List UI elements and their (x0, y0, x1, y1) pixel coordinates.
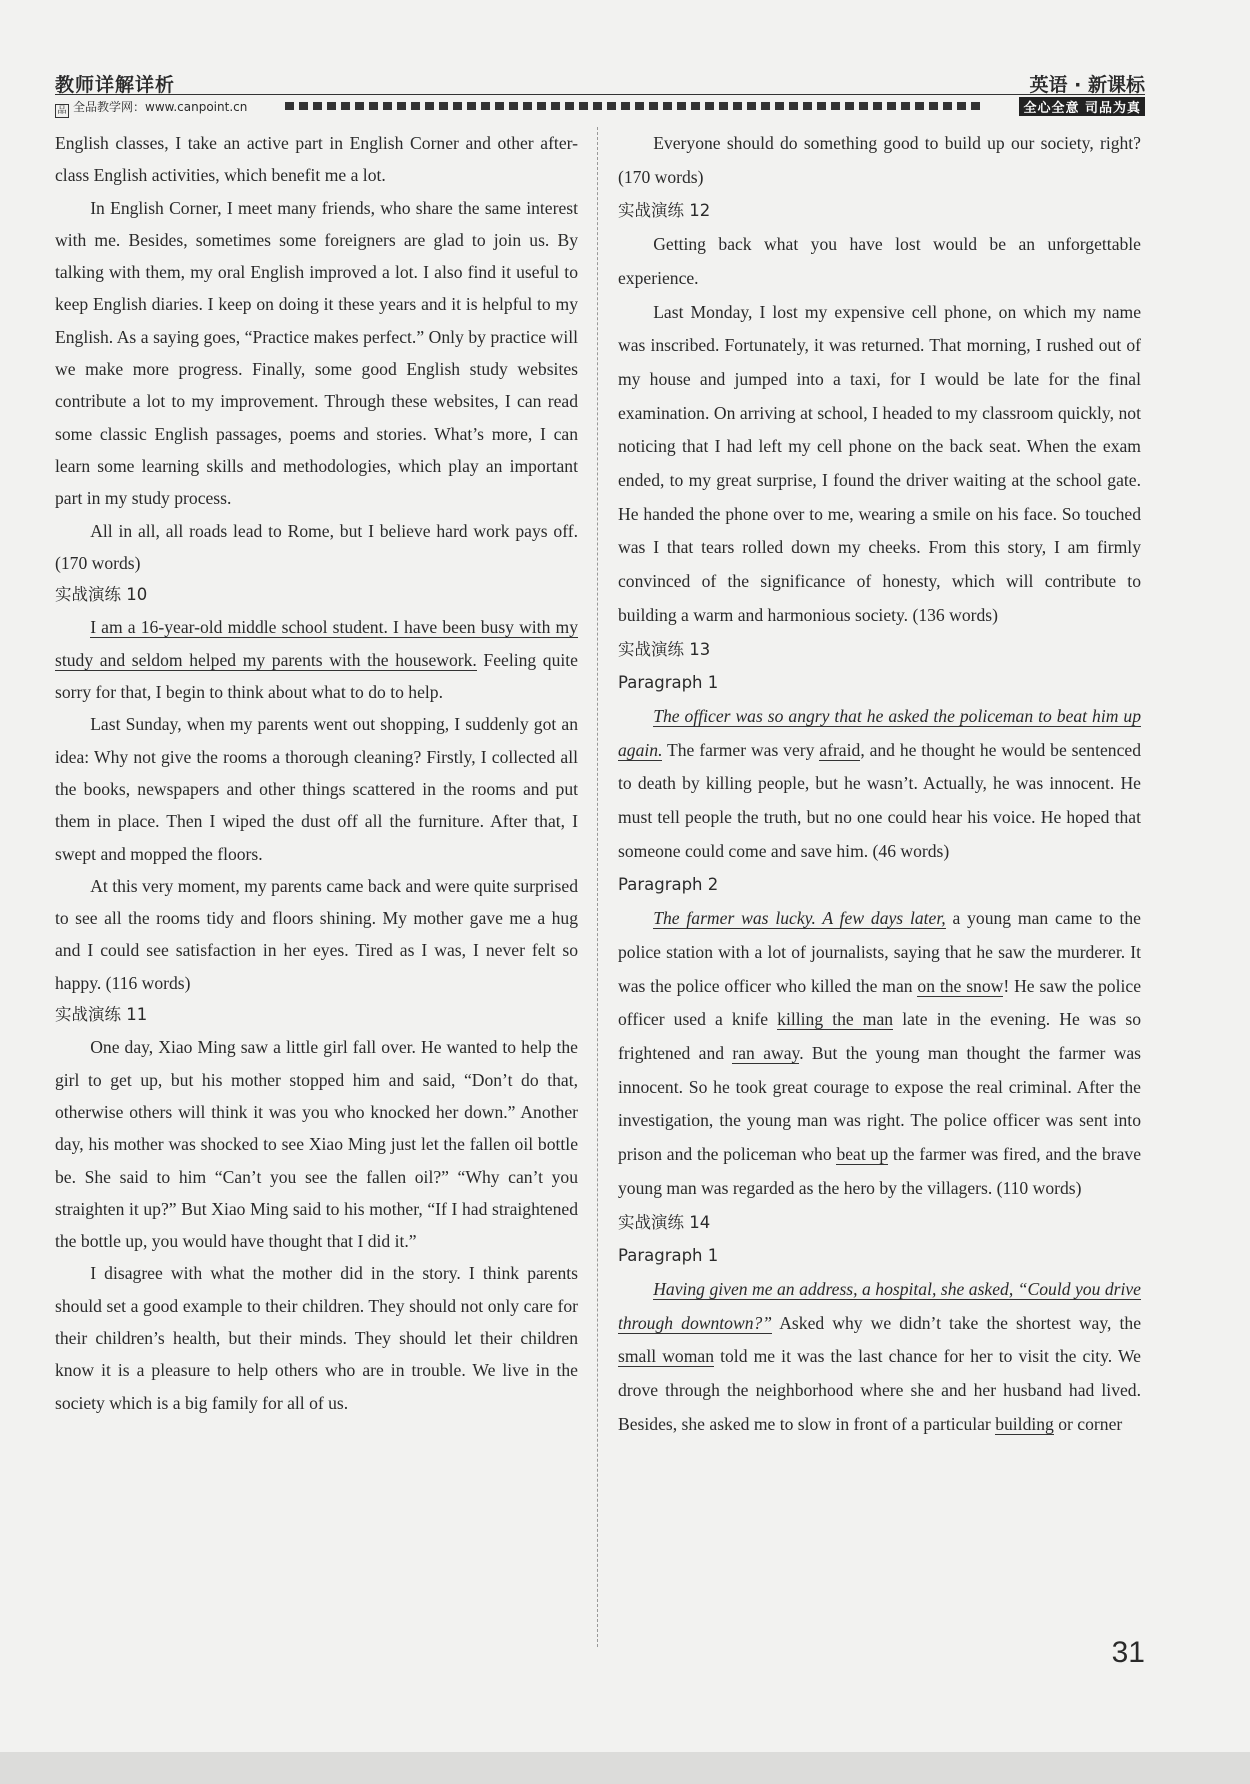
canpoint-logo-icon: 品 (55, 104, 69, 118)
right-paragraph: Getting back what you have lost would be an unforgettable experience. (618, 234, 1141, 288)
left-paragraph: All in all, all roads lead to Rome, but I believe hard work pays off. (170 words) (55, 520, 578, 573)
exercise-heading-13: 实战演练 13 (618, 639, 711, 659)
paragraph-text: or corner (1053, 1413, 1123, 1434)
underlined-phrase: afraid (819, 739, 861, 760)
exercise-heading-12: 实战演练 12 (618, 201, 711, 221)
exercise-heading-11: 实战演练 11 (55, 1005, 148, 1025)
page-header (55, 70, 1145, 115)
paragraph-text: ! He saw the police officer used a knife (618, 975, 1142, 1030)
right-paragraph (618, 902, 1141, 1205)
paragraph-text: told me it was the last chance for her to visit the city. We drove through the neighborhood where she and her husband had lived. Besides, she asked me to slow in front of a particular (618, 1346, 1141, 1434)
left-paragraph: English classes, I take an active part in English Corner and other after-class English activities, which benefit me a lot. (55, 133, 578, 186)
underlined-phrase: small woman (618, 1346, 715, 1367)
column-divider (597, 127, 598, 1647)
left-column (55, 127, 578, 1419)
paragraph-text: a young man came to the police station with a lot of journalists, saying that he saw the murderer. It was the police officer who killed the man (618, 908, 1141, 996)
italic-underlined-sentence: The officer was so angry that he asked the policeman to beat him up again. (618, 705, 1141, 760)
underlined-phrase: building (995, 1413, 1054, 1434)
paragraph-text: late in the evening. He was so frightened and (618, 1009, 1141, 1063)
header-site (55, 98, 247, 118)
underlined-phrase: ran away (732, 1042, 800, 1063)
header-site-label: 全品教学网：www.canpoint.cn (73, 100, 248, 114)
header-title: 教师详解详析 (55, 74, 176, 96)
right-paragraph: Everyone should do something good to build up our society, right? (170 words) (618, 133, 1141, 187)
italic-underlined-sentence: The farmer was lucky. A few days later, (653, 908, 946, 929)
right-paragraph: Last Monday, I lost my expensive cell phone, on which my name was inscribed. Fortunately, it was returned. That morning, I rushed out of my house and jumped into a taxi, for I would be late for the final examination. On arriving at school, I headed to my classroom quickly, not noticing that I had left my cell phone on the back seat. When the exam ended, to my great surprise, I found the driver waiting at the school gate. He handed the phone over to me, wearing a smile on his face. So touched was I that tears rolled down my cheeks. From this story, I am firmly convinced of the significance of honesty, which will contribute to building a warm and harmonious society. (136 words) (618, 301, 1141, 625)
paragraph-label: Paragraph 1 (618, 673, 719, 693)
left-paragraph: At this very moment, my parents came back and were quite surprised to see all the rooms tidy and floors shining. My mother gave me a hug and I could see satisfaction in her eyes. Tired as I was, I never felt so happy. (116 words) (55, 875, 578, 993)
underlined-phrase: killing the man (777, 1009, 894, 1030)
left-paragraph: One day, Xiao Ming saw a little girl fall over. He wanted to help the girl to get up, but his mother stopped him and said, “Don’t do that, otherwise others will think it was you who knocked her down.” Another day, his mother was shocked to see Xiao Ming just let the fallen oil bottle be. She said to him “Can’t you see the fallen oil?” “Why can’t you straighten it up?” But Xiao Ming said to his mother, “If I had straightened the bottle up, you would have thought that I did it.” (55, 1037, 578, 1252)
underlined-phrase: on the snow (917, 975, 1004, 996)
bottom-band (0, 1752, 1250, 1784)
italic-underlined-sentence: Having given me an address, a hospital, she asked, “Could you drive through downtown?” (618, 1278, 1141, 1333)
left-paragraph: Last Sunday, when my parents went out shopping, I suddenly got an idea: Why not give the rooms a thorough cleaning? Firstly, I collected all the books, newspapers and other things scattered in the rooms and put them in place. Then I wiped the dust off all the furniture. After that, I swept and mopped the floors. (55, 714, 578, 864)
underlined-sentence: I am a 16-year-old middle school student. I have been busy with my study and seldom helped my parents with the housework. (55, 617, 578, 670)
left-paragraph: In English Corner, I meet many friends, who share the same interest with me. Besides, sometimes some foreigners are glad to join us. By talking with them, my oral English improved a lot. I also find it useful to keep English diaries. I keep on doing it these years and it is helpful to my English. As a saying goes, “Practice makes perfect.” Only by practice will we make more progress. Finally, some good English study websites contribute a lot to my improvement. Through these websites, I can read some classic English passages, poems and stories. What’s more, I can learn some learning skills and methodologies, which play an important part in my study process. (55, 197, 578, 509)
paragraph-text: , and he thought he would be sentenced to death by killing people, but he wasn’t. Actually, he was innocent. He must tell people the truth, but no one could hear his voice. He hoped that someone could come and save him. (46 words) (618, 739, 1141, 861)
left-paragraph (55, 611, 578, 708)
paragraph-text: Feeling quite sorry for that, I begin to think about what to do to help. (55, 649, 578, 703)
exercise-heading-14: 实战演练 14 (618, 1212, 711, 1232)
paragraph-text: the farmer was fired, and the brave young man was regarded as the hero by the villagers. (110 words) (618, 1144, 1142, 1198)
underlined-phrase: beat up (836, 1144, 889, 1165)
paragraph-text: The farmer was very (662, 739, 820, 760)
header-slogan: 全心全意 司品为真 (1019, 97, 1145, 116)
paragraph-label: Paragraph 2 (618, 875, 719, 895)
page-number: 31 (1111, 1636, 1145, 1669)
paragraph-text: Asked why we didn’t take the shortest way, the (772, 1312, 1142, 1333)
header-subject: 英语 · 新课标 (1029, 74, 1145, 96)
right-paragraph (618, 1273, 1141, 1442)
right-paragraph (618, 700, 1141, 869)
right-column (618, 127, 1141, 1441)
header-rule (55, 94, 1145, 95)
exercise-heading-10: 实战演练 10 (55, 585, 148, 605)
paragraph-label: Paragraph 1 (618, 1246, 719, 1266)
left-paragraph: I disagree with what the mother did in the story. I think parents should set a good example to their children. They should not only care for their children’s health, but their minds. They should let their children know it is a pleasure to help others who are in trouble. We live in the society which is a big family for all of us. (55, 1263, 578, 1413)
header-dash-band (285, 102, 980, 110)
paragraph-text: . But the young man thought the farmer was innocent. So he took great courage to expose the real criminal. After the investigation, the young man was right. The police officer was sent into prison and the policeman who (618, 1042, 1142, 1165)
